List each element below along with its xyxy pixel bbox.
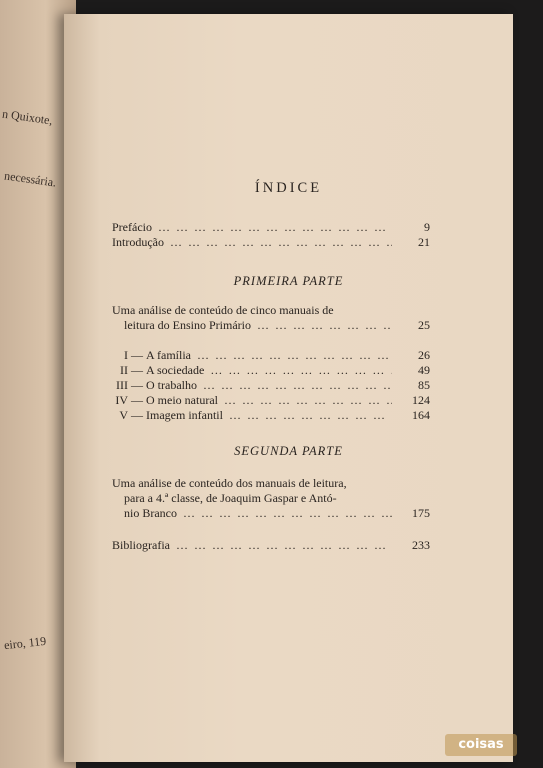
page-title: ÍNDICE [254,180,323,196]
watermark-logo: coisas [445,734,517,756]
toc-entry-introducao [112,235,430,250]
chapter-number: IV [115,393,128,407]
toc-entry-label: Introdução [112,235,164,249]
chapter-number: II [120,363,128,377]
toc-chapter-5: V — Imagem infantil … … … … … … … … … … … … … … … … … … … … … … … … … 164 [112,408,430,423]
toc-chapter-1: I — A família … … … … … … … … … … … … … … … … … … … … … … … … … 26 [112,348,430,363]
left-page-text-2: necessária. [3,168,58,190]
dot-leader [158,220,392,235]
chapter-number: V [119,408,128,422]
toc-entry-page: 9 [424,220,430,234]
toc-entry-page: 175 [412,506,430,520]
left-page-text-1: n Quixote, [1,106,54,128]
index-page [64,14,513,762]
toc-entry-page: 25 [418,318,430,332]
part-heading-2: SEGUNDA PARTE [234,444,343,458]
toc-entry-page: 233 [412,538,430,552]
toc-chapter-2: II — A sociedade … … … … … … … … … … … … … … … … … … … … … … … … … 49 [112,363,430,378]
chapter-number: I [124,348,128,362]
dot-leader [224,393,392,408]
chapter-title: A sociedade [146,363,205,377]
dot-leader [170,235,392,250]
dot-leader [197,348,392,363]
part2-line2: para a 4.ª classe, de Joaquim Gaspar e Antó- [124,491,337,505]
dot-leader [210,363,392,378]
part1-intro-line1: Uma análise de conteúdo de cinco manuais de [112,303,334,317]
part2-line1: Uma análise de conteúdo dos manuais de leitura, [112,476,347,490]
part-heading-1: PRIMEIRA PARTE [233,274,344,288]
dot-leader [229,408,392,423]
toc-entry-part2 [124,506,430,521]
toc-entry-part1-intro [124,318,430,333]
chapter-page: 49 [418,363,430,377]
dot-leader [203,378,392,393]
toc-entry-label: Bibliografia [112,538,170,552]
chapter-page: 164 [412,408,430,422]
toc-chapter-4: IV — O meio natural … … … … … … … … … … … … … … … … … … … … … … … … … 124 [112,393,430,408]
dot-leader [176,538,392,553]
chapter-page: 85 [418,378,430,392]
toc-entry-page: 21 [418,235,430,249]
toc-entry-bibliografia [112,538,430,553]
chapter-page: 124 [412,393,430,407]
chapter-title: A família [146,348,191,362]
dot-leader [183,506,392,521]
toc-entry-label: nio Branco [124,506,177,520]
toc-entry-label: Prefácio [112,220,152,234]
chapter-title: Imagem infantil [146,408,223,422]
chapter-number: III [116,378,128,392]
dot-leader [257,318,392,333]
chapter-title: O trabalho [146,378,197,392]
toc-chapter-3: III — O trabalho … … … … … … … … … … … … … … … … … … … … … … … … … 85 [112,378,430,393]
toc-entry-prefacio [112,220,430,235]
left-page-text-3: eiro, 119 [3,633,47,653]
chapter-title: O meio natural [146,393,218,407]
chapter-page: 26 [418,348,430,362]
toc-entry-label: leitura do Ensino Primário [124,318,251,332]
